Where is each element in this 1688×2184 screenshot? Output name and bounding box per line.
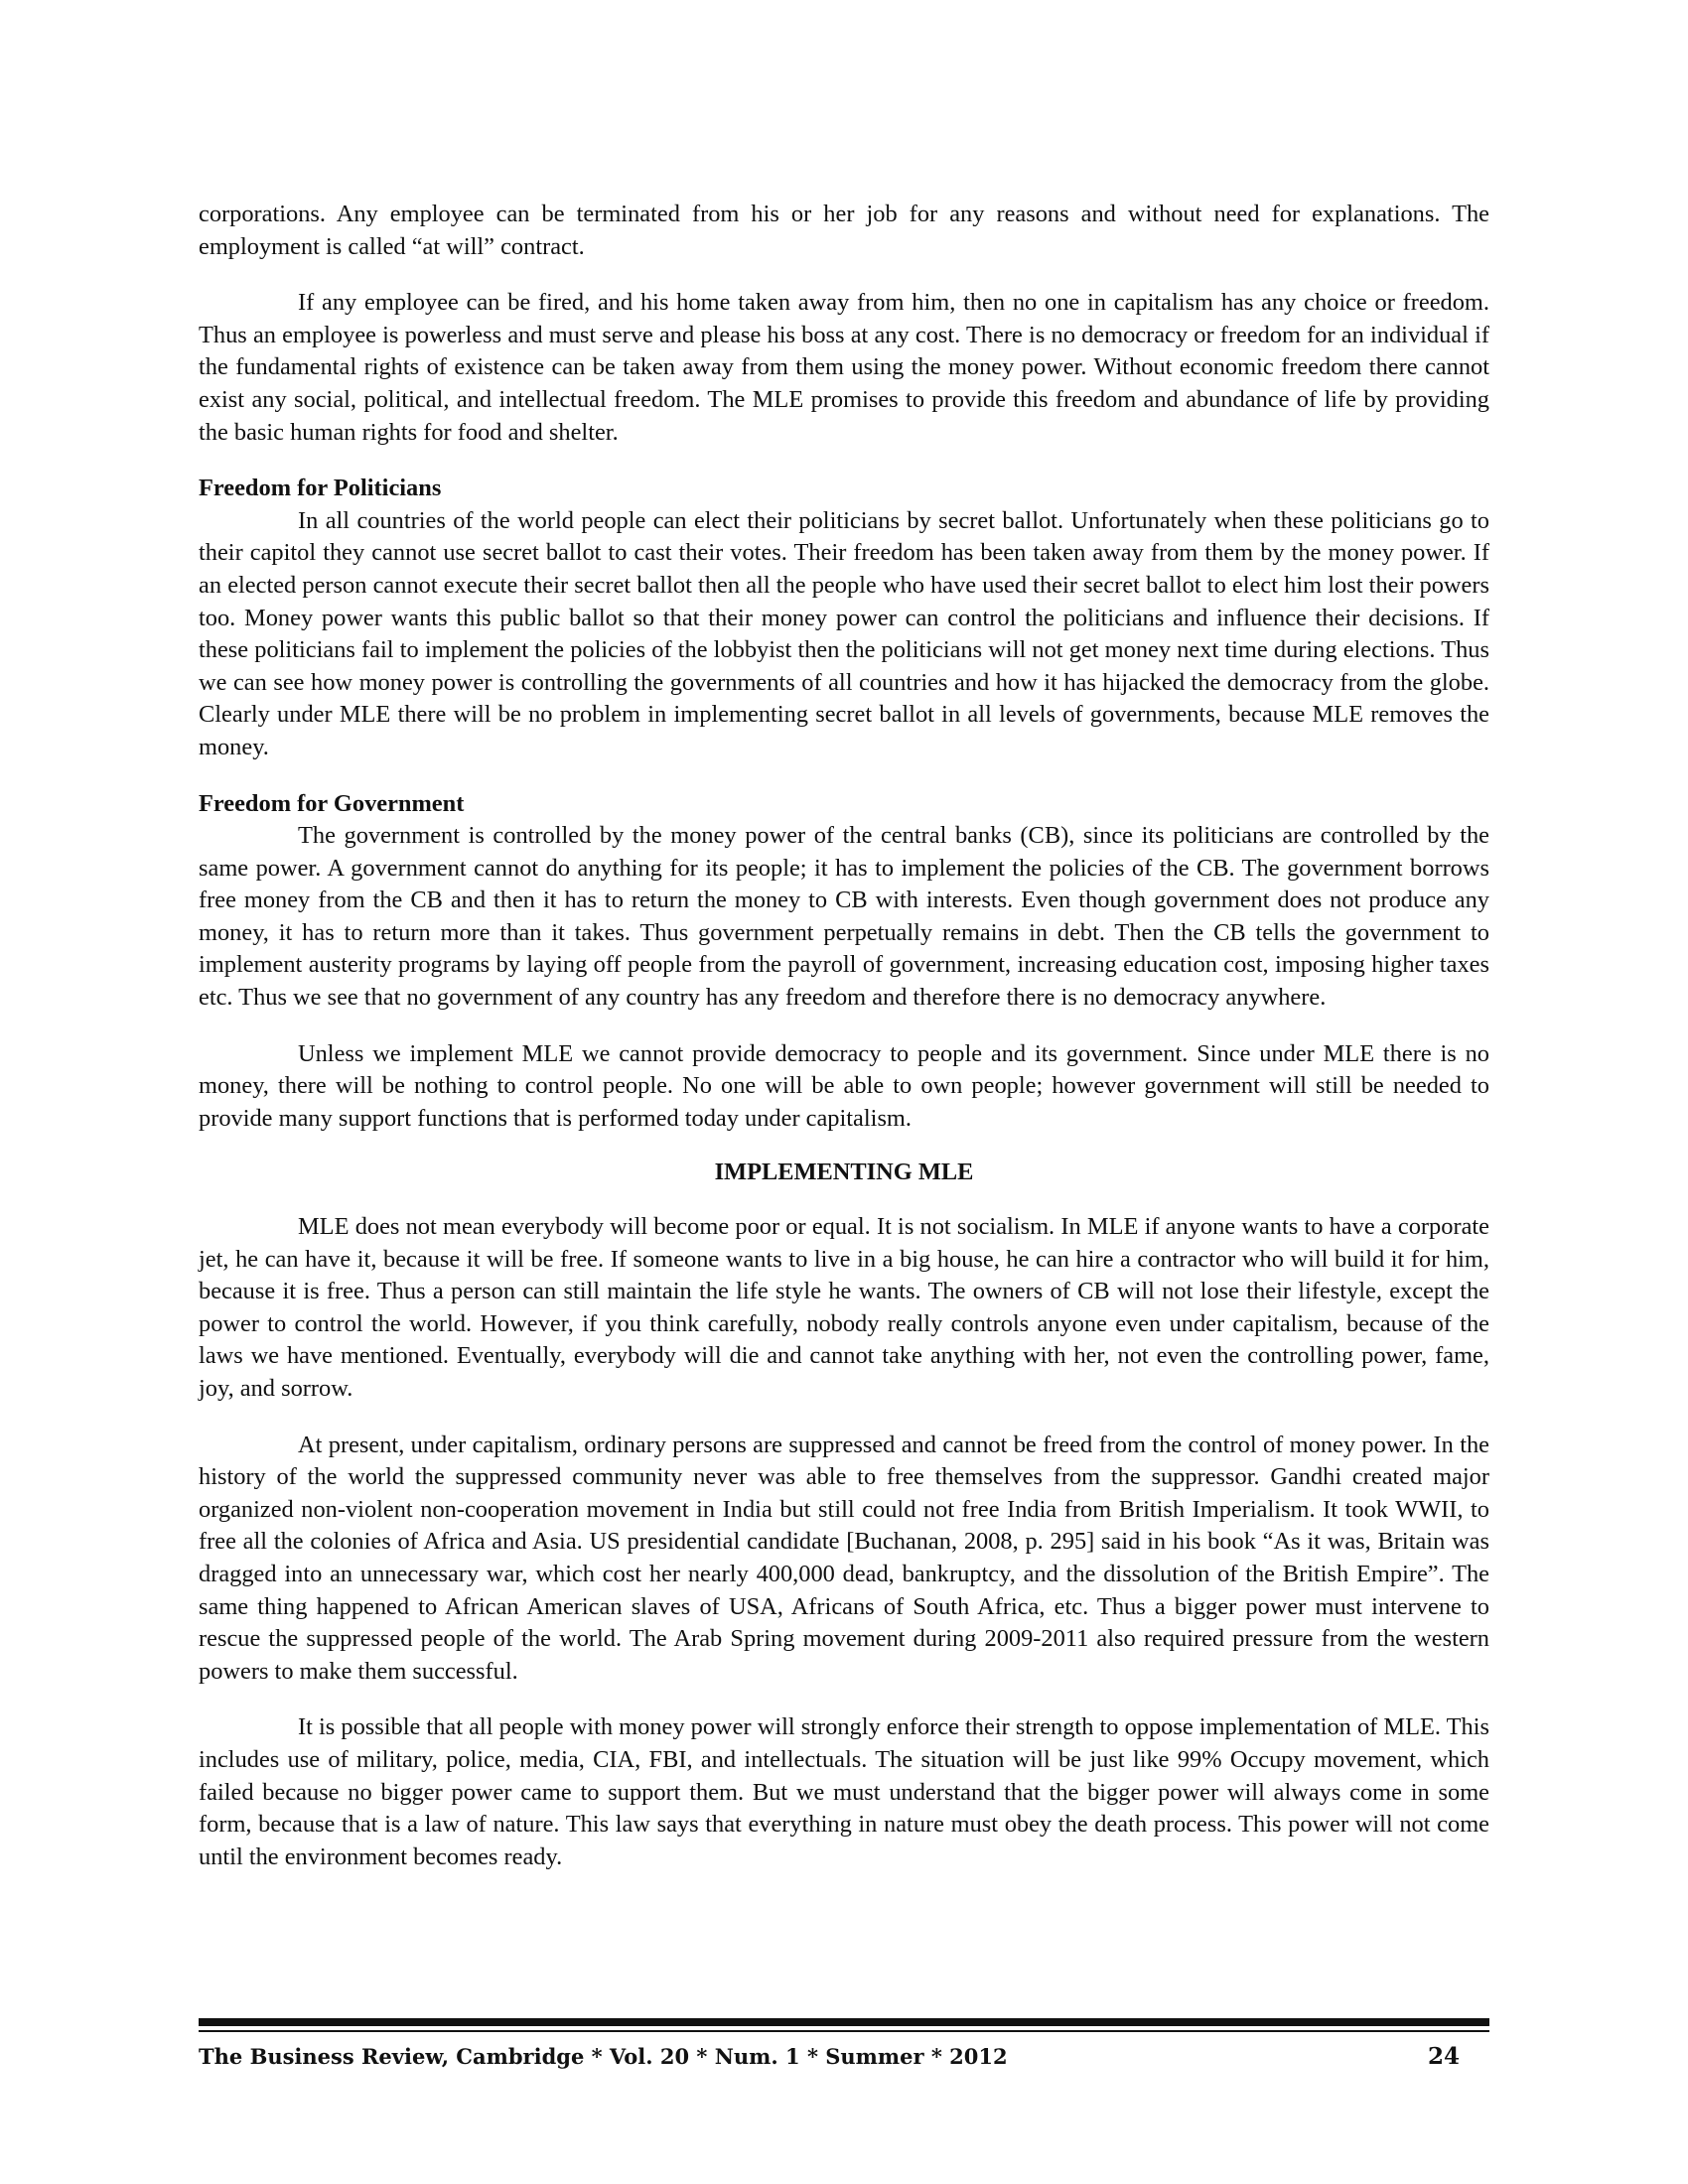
page-number: 24 [1427, 2043, 1460, 2070]
section-heading-implementing-mle: IMPLEMENTING MLE [714, 1159, 974, 1186]
paragraph-3: In all countries of the world people can elect their politicians by secret ballot. Unfortunately when these politicians go to their capitol they cannot use secret ballot to cast their votes. Their freedom has been taken away from them by the money power. If an elected person cannot execute their secret ballot then all the people who have used their secret ballot to elect him lost their powers too. Money power wants this public ballot so that their money power can control the politicians and influence their decisions. If these politicians fail to implement the policies of the lobbyist then the politicians will not get money next time during elections. Thus we can see how money power is controlling the governments of all countries and how it has hijacked the democracy from the globe. Clearly under MLE there will be no problem in implementing secret ballot in all levels of governments, because MLE removes the money. [199, 506, 1489, 760]
paragraph-4: The government is controlled by the money power of the central banks (CB), since its politicians are controlled by the same power. A government cannot do anything for its people; it has to implement the policies of the CB. The government borrows free money from the CB and then it has to return the money to CB with interests. Even though government does not produce any money, it has to return more than it takes. Thus government perpetually remains in debt. Then the CB tells the government to implement austerity programs by laying off people from the payroll of government, increasing education cost, imposing higher taxes etc. Thus we see that no government of any country has any freedom and therefore there is no democracy anywhere. [199, 822, 1489, 1012]
paragraph-2: If any employee can be fired, and his home taken away from him, then no one in capitalism has any choice or freedom. Thus an employee is powerless and must serve and please his boss at any cost. There is no democracy or freedom for an individual if the fundamental rights of existence can be taken away from them using the money power. Without economic freedom there cannot exist any social, political, and intellectual freedom. The MLE promises to provide this freedom and abundance of life by providing the basic human rights for food and shelter. [199, 289, 1489, 446]
footer-rule-thin [199, 2030, 1489, 2032]
paragraph-6: MLE does not mean everybody will become poor or equal. It is not socialism. In MLE if anyone wants to have a corporate jet, he can have it, because it will be free. If someone wants to live in a big house, he can hire a contractor who will build it for him, because it is free. Thus a person can still maintain the life style he wants. The owners of CB will not lose their lifestyle, except the power to control the world. However, if you think carefully, nobody really controls anyone even under capitalism, because of the laws we have mentioned. Eventually, everybody will die and cannot take anything with her, not even the controlling power, fame, joy, and sorrow. [199, 1213, 1489, 1402]
heading-freedom-for-government: Freedom for Government [199, 789, 465, 817]
journal-citation: The Business Review, Cambridge * Vol. 20 * Num. 1 * Summer * 2012 [199, 2044, 1008, 2069]
paragraph-8: It is possible that all people with money power will strongly enforce their strength to oppose implementation of MLE. This includes use of military, police, media, CIA, FBI, and intellectuals. The situation will be just like 99% Occupy movement, which failed because no bigger power came to support them. But we must understand that the bigger power will always come in some form, because that is a law of nature. This law says that everything in nature must obey the death process. This power will not come until the environment becomes ready. [199, 1713, 1489, 1870]
paragraph-1: corporations. Any employee can be terminated from his or her job for any reasons and without need for explanations. The employment is called “at will” contract. [199, 201, 1489, 260]
footer-rule-thick [199, 2018, 1489, 2026]
paragraph-7: At present, under capitalism, ordinary persons are suppressed and cannot be freed from the control of money power. In the history of the world the suppressed community never was able to free themselves from the suppressor. Gandhi created major organized non-violent non-cooperation movement in India but still could not free India from British Imperialism. It took WWII, to free all the colonies of Africa and Asia. US presidential candidate [Buchanan, 2008, p. 295] said in his book “As it was, Britain was dragged into an unnecessary war, which cost her nearly 400,000 dead, bankruptcy, and the dissolution of the British Empire”. The same thing happened to African American slaves of USA, Africans of South Africa, etc. Thus a bigger power must intervene to rescue the suppressed people of the world. The Arab Spring movement during 2009-2011 also required pressure from the western powers to make them successful. [199, 1431, 1489, 1685]
body-text [199, 199, 1489, 1873]
heading-freedom-for-politicians: Freedom for Politicians [199, 475, 442, 502]
page-footer [199, 2043, 1460, 2071]
paragraph-5: Unless we implement MLE we cannot provide democracy to people and its government. Since under MLE there is no money, there will be nothing to control people. No one will be able to own people; however government will still be needed to provide many support functions that is performed today under capitalism. [199, 1039, 1489, 1132]
